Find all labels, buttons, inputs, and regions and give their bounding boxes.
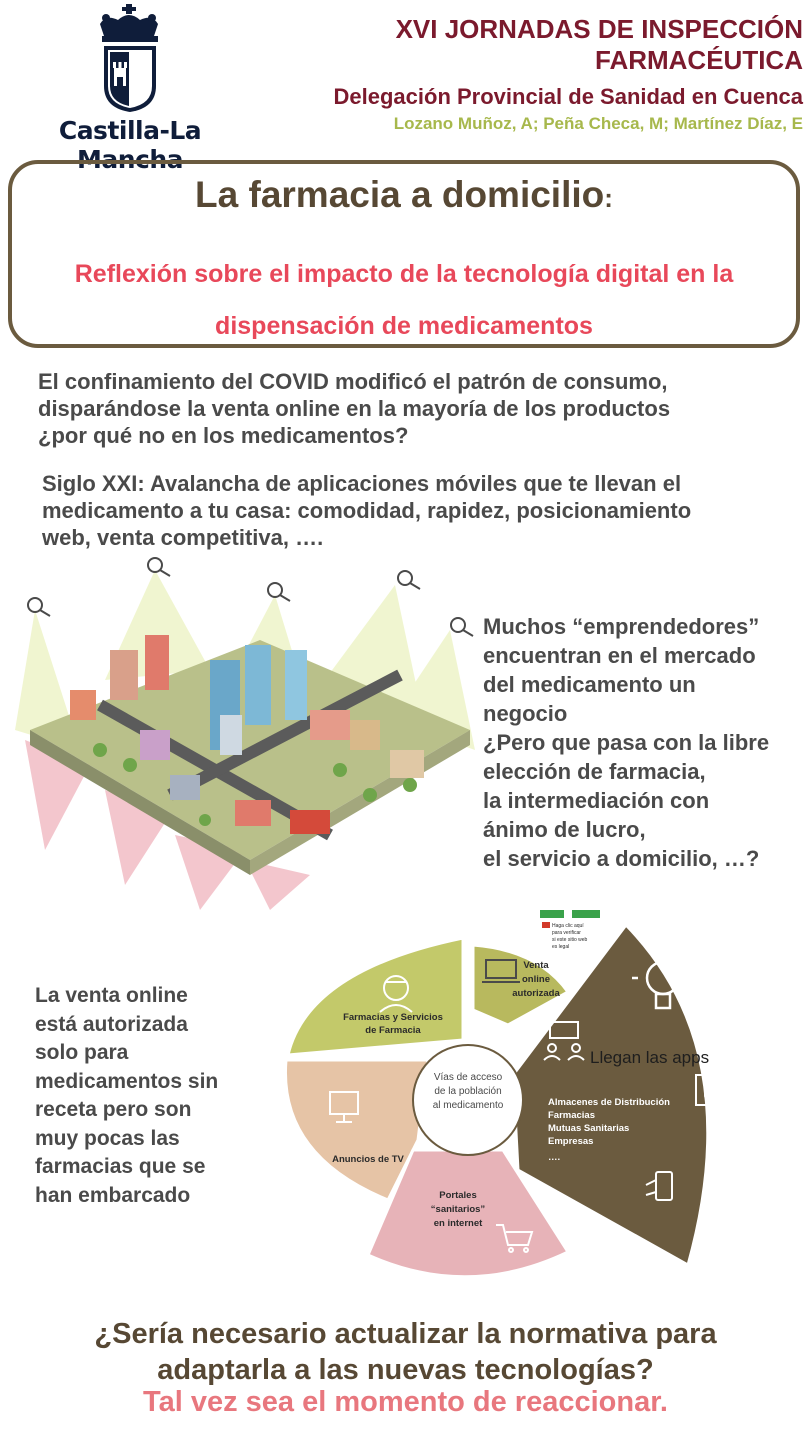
venta-label-3: autorizada [512,988,560,999]
intro-paragraph-2 [42,470,792,551]
segment-venta-online [473,945,568,1025]
side-line: encuentran en el mercado [483,643,756,668]
intro-line: Siglo XXI: Avalancha de aplicaciones móviles que te llevan el [42,471,682,496]
online-sale-text [35,982,265,1210]
closing-call-to-action: Tal vez sea el momento de reaccionar. [143,1386,668,1418]
subtitle-line-2: dispensación de medicamentos [215,312,593,340]
apps-item: Almacenes de Distribución [548,1097,670,1108]
badge-line-1: Haga clic aquí [552,923,584,929]
castilla-la-mancha-logo [6,4,254,174]
venta-label-2: online [522,974,550,985]
entrepreneurs-text [483,612,803,873]
side-line: la intermediación con [483,788,710,813]
side-line: ¿Pero que pasa con la libre [483,730,770,755]
badge-line-2: para verificar [552,930,581,936]
access-routes-wheel [278,900,738,1280]
farmacias-label-2: de Farmacia [365,1025,421,1036]
apps-item: Empresas [548,1136,594,1147]
apps-item: …. [548,1152,561,1163]
left-line: está autorizada [35,1012,188,1036]
event-title-line-1: XVI JORNADAS DE INSPECCIÓN [395,14,803,44]
closing-line-2: adaptarla a las nuevas tecnologías? [157,1354,654,1386]
apps-title: Llegan las apps [590,1048,710,1067]
portales-label-1: Portales [439,1190,477,1201]
side-line: Muchos “emprendedores” [483,614,760,639]
coat-of-arms-icon [6,4,254,116]
portales-label-2: “sanitarios” [430,1204,486,1215]
intro-line: disparándose la venta online en la mayoría de los productos [38,396,671,421]
intro-paragraph-1 [38,368,778,449]
badge-line-4: es legal [552,944,570,950]
apps-item: Farmacias [548,1110,596,1121]
segment-farmacias [288,938,463,1055]
closing-question [0,1316,811,1388]
left-line: muy pocas las [35,1126,180,1150]
event-title [396,14,803,76]
apps-item: Mutuas Sanitarias [548,1123,630,1134]
left-line: La venta online [35,984,188,1007]
subtitle-line-1: Reflexión sobre el impacto de la tecnología digital en la [74,260,734,288]
authors: Lozano Muñoz, A; Peña Checa, M; Martínez Díaz, E [393,114,803,133]
side-line: negocio [483,701,568,726]
title-box [8,160,800,348]
page-subtitle [12,248,796,352]
logo-wordmark: Castilla-La Mancha [58,116,202,174]
city-icon [10,550,480,910]
left-line: farmacias que se [35,1155,206,1178]
portales-label-3: en internet [433,1218,483,1229]
side-line: del medicamento un [483,672,696,697]
intro-line: ¿por qué no en los medicamentos? [38,423,409,448]
intro-line: web, venta competitiva, …. [42,525,324,550]
authorized-pharmacy-badge [540,908,600,954]
farmacias-label-1: Farmacias y Servicios [343,1012,443,1023]
left-line: receta pero son [35,1098,192,1121]
left-line: han embarcado [35,1183,191,1207]
organization: Delegación Provincial de Sanidad en Cuenca [333,84,803,109]
anuncios-label: Anuncios de TV [332,1154,404,1165]
center-label-1: Vías de acceso [433,1072,503,1083]
intro-line: medicamento a tu casa: comodidad, rapidez, posicionamiento [42,498,692,523]
page-title: La farmacia a domicilio: [195,174,613,215]
center-label-3: al medicamento [432,1100,504,1111]
left-line: solo para [35,1041,129,1064]
closing-line-1: ¿Sería necesario actualizar la normativa para [94,1318,717,1350]
venta-label-1: Venta [523,960,549,971]
badge-line-3: si este sitio web [552,937,588,943]
isometric-city-illustration [10,550,480,910]
center-label-2: de la población [434,1086,502,1097]
event-title-line-2: FARMACÉUTICA [595,45,803,75]
side-line: el servicio a domicilio, …? [483,846,760,871]
left-line: medicamentos sin [35,1069,219,1093]
intro-line: El confinamiento del COVID modificó el patrón de consumo, [38,369,668,394]
side-line: elección de farmacia, [483,759,706,784]
side-line: ánimo de lucro, [483,817,646,842]
